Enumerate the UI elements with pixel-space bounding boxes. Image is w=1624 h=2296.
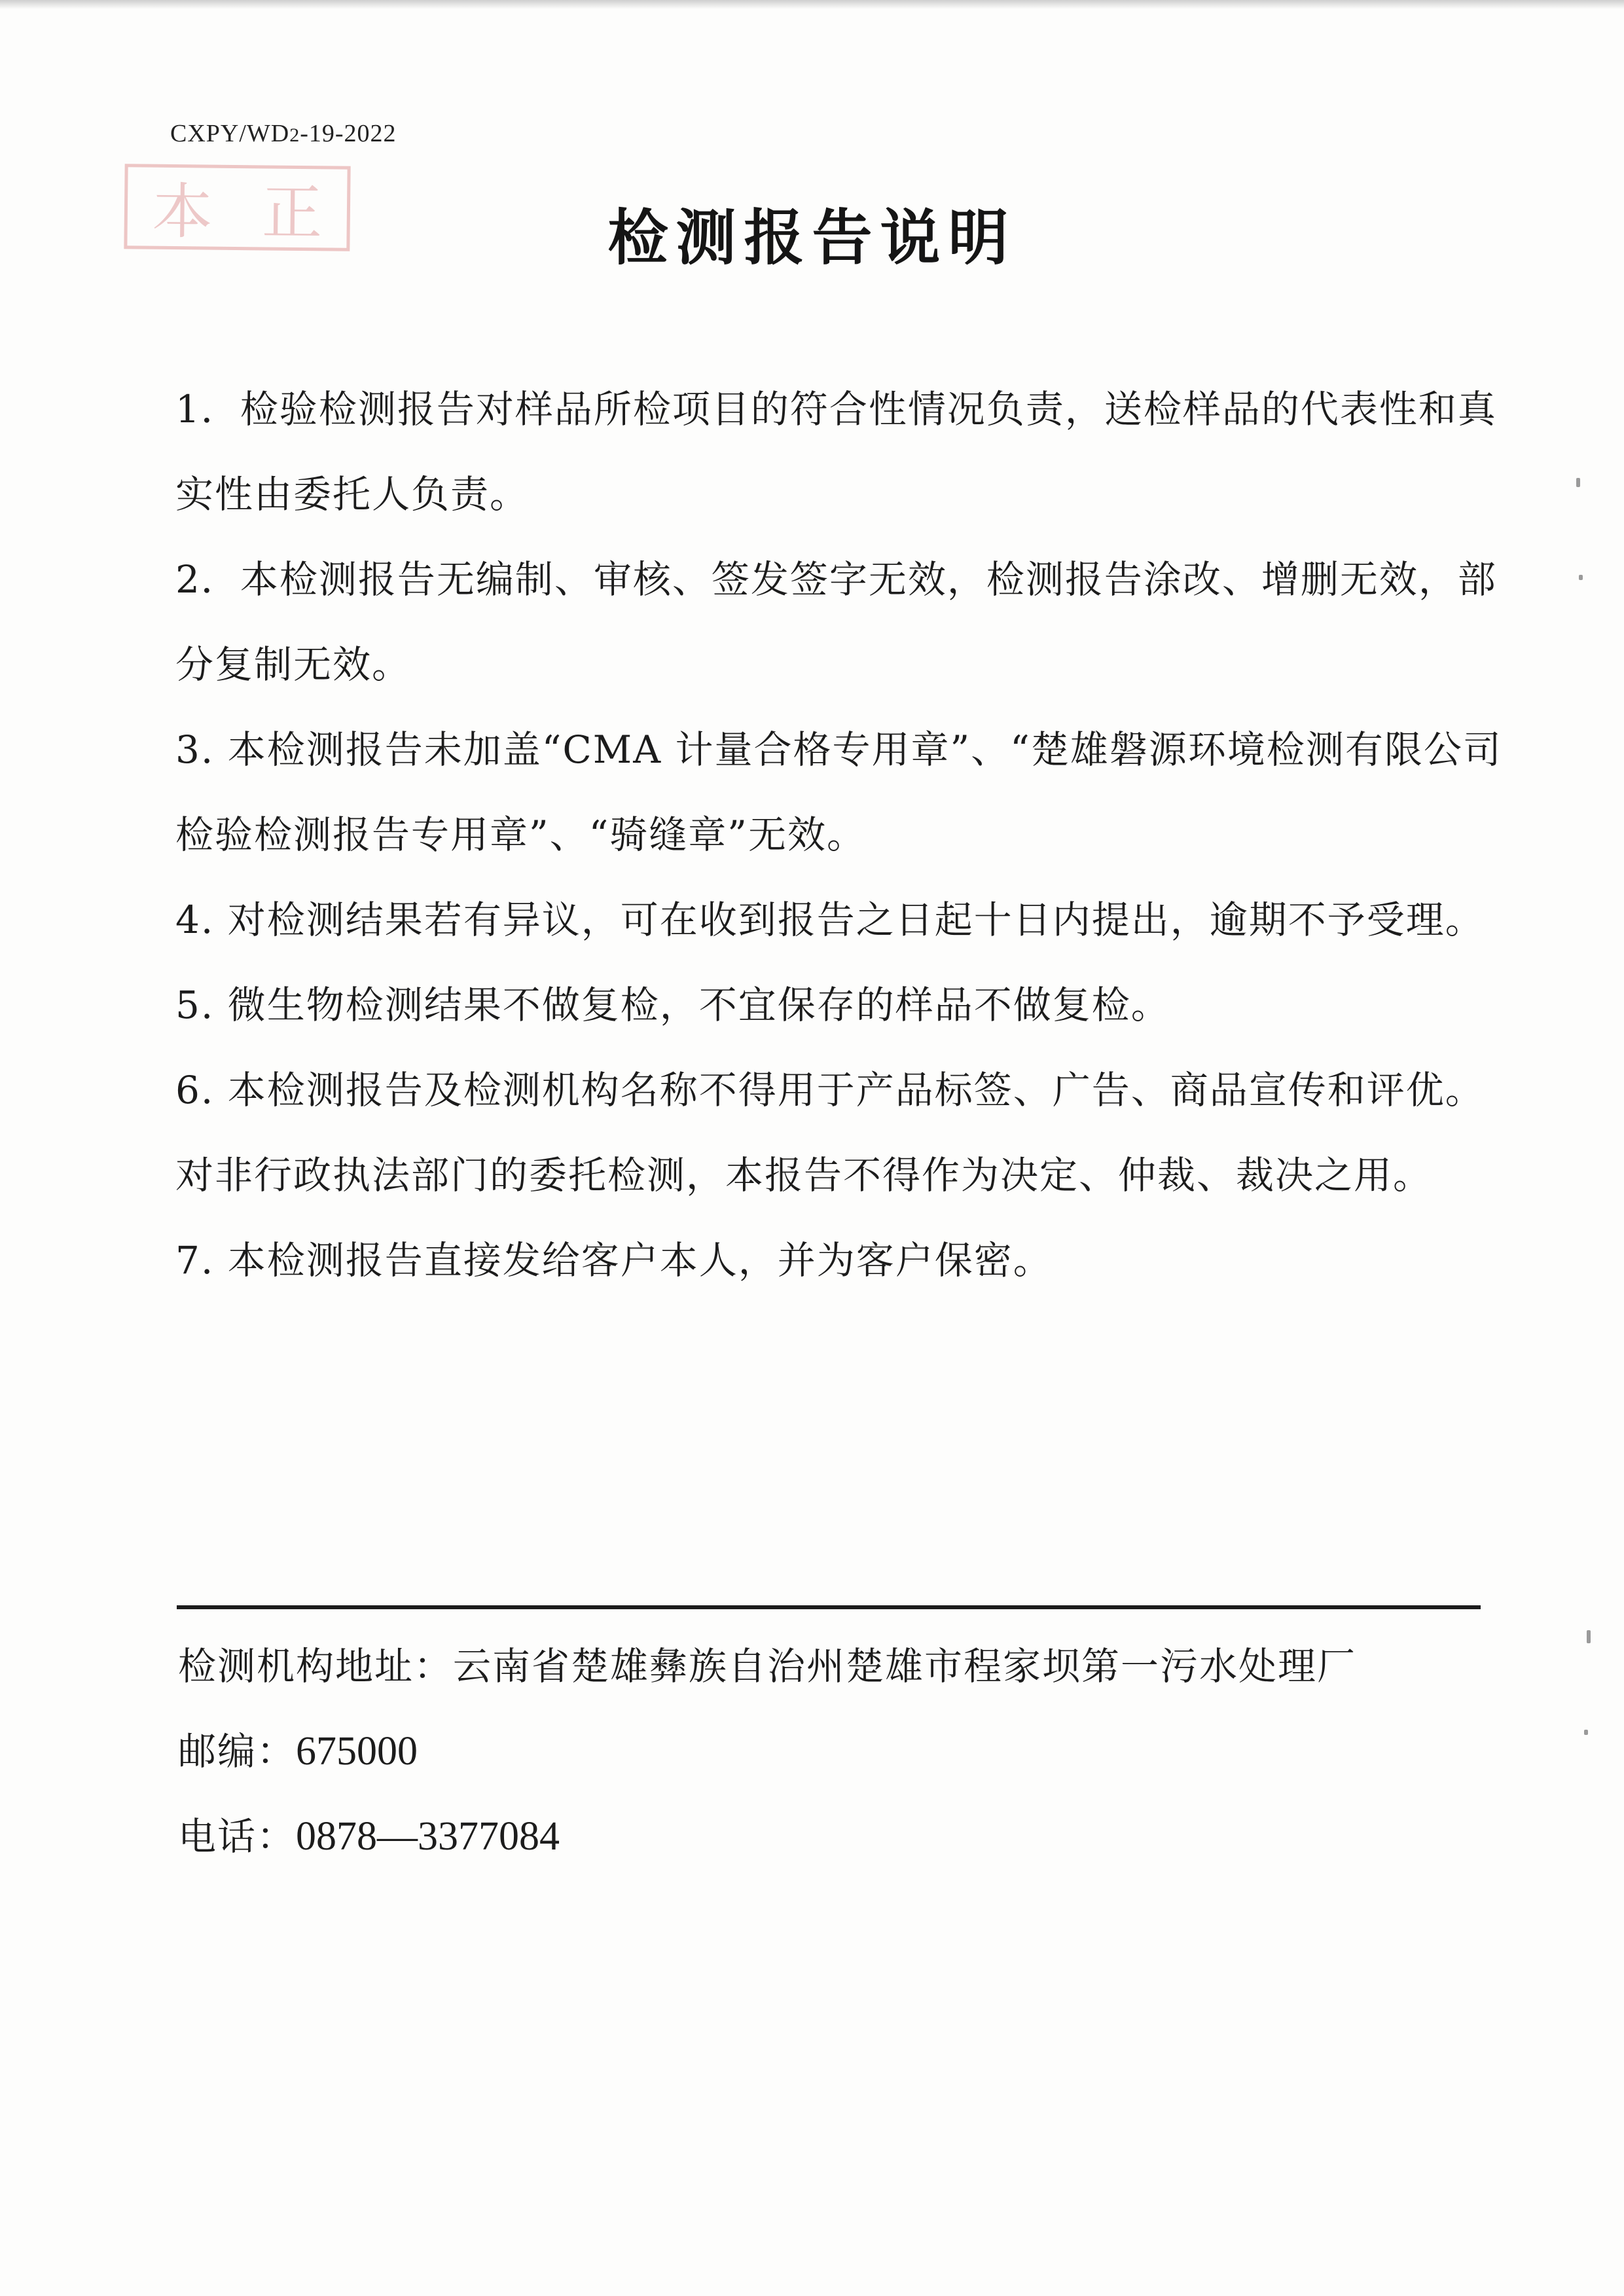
note-item-6: 6. 本检测报告及检测机构名称不得用于产品标签、广告、商品宣传和评优。对非行政执法部门的委托检测，本报告不得作为决定、仲裁、裁决之用。 <box>175 1068 1485 1197</box>
scan-top-edge <box>0 0 1624 9</box>
stamp-char-1: 本 <box>152 176 213 247</box>
phone-label: 电话： <box>178 1814 297 1859</box>
document-code-prefix: CXPY/WD <box>170 120 290 147</box>
postcode-value: 675000 <box>296 1729 418 1774</box>
page-title: 检测报告说明 <box>607 203 1017 273</box>
document-code-subscript: 2 <box>289 124 300 146</box>
scan-speck <box>1579 575 1583 580</box>
note-item-7: 7. 本检测报告直接发给客户本人，并为客户保密。 <box>175 1238 1053 1283</box>
address-row <box>178 1624 1553 1709</box>
note-item-1: 1．检验检测报告对样品所检项目的符合性情况负责，送检样品的代表性和真实性由委托人负责。 <box>175 387 1497 517</box>
postcode-row <box>178 1709 1553 1794</box>
document-code-suffix: -19-2022 <box>300 120 397 147</box>
note-item-3: 3. 本检测报告未加盖“CMA 计量合格专用章”、“楚雄磐源环境检测有限公司检验检测报告专用章”、“骑缝章”无效。 <box>175 727 1502 857</box>
contact-block <box>178 1624 1553 1879</box>
note-item-2: 2．本检测报告无编制、审核、签发签字无效，检测报告涂改、增删无效，部分复制无效。 <box>175 557 1497 687</box>
phone-row <box>178 1794 1553 1879</box>
note-item-4: 4. 对检测结果若有异议，可在收到报告之日起十日内提出，逾期不予受理。 <box>175 898 1485 942</box>
address-label: 检测机构地址： <box>178 1644 454 1688</box>
address-value: 云南省楚雄彝族自治州楚雄市程家坝第一污水处理厂 <box>453 1644 1357 1688</box>
note-item-5: 5. 微生物检测结果不做复检，不宜保存的样品不做复检。 <box>175 983 1170 1027</box>
notes-list <box>175 367 1504 1303</box>
scan-speck <box>1576 478 1580 487</box>
section-divider <box>177 1605 1481 1609</box>
scan-speck <box>1587 1630 1591 1643</box>
phone-value: 0878—3377084 <box>296 1814 560 1859</box>
document-code <box>170 119 397 148</box>
scan-speck <box>1584 1730 1588 1735</box>
postcode-label: 邮编： <box>178 1729 297 1774</box>
stamp-char-2: 正 <box>261 177 323 249</box>
